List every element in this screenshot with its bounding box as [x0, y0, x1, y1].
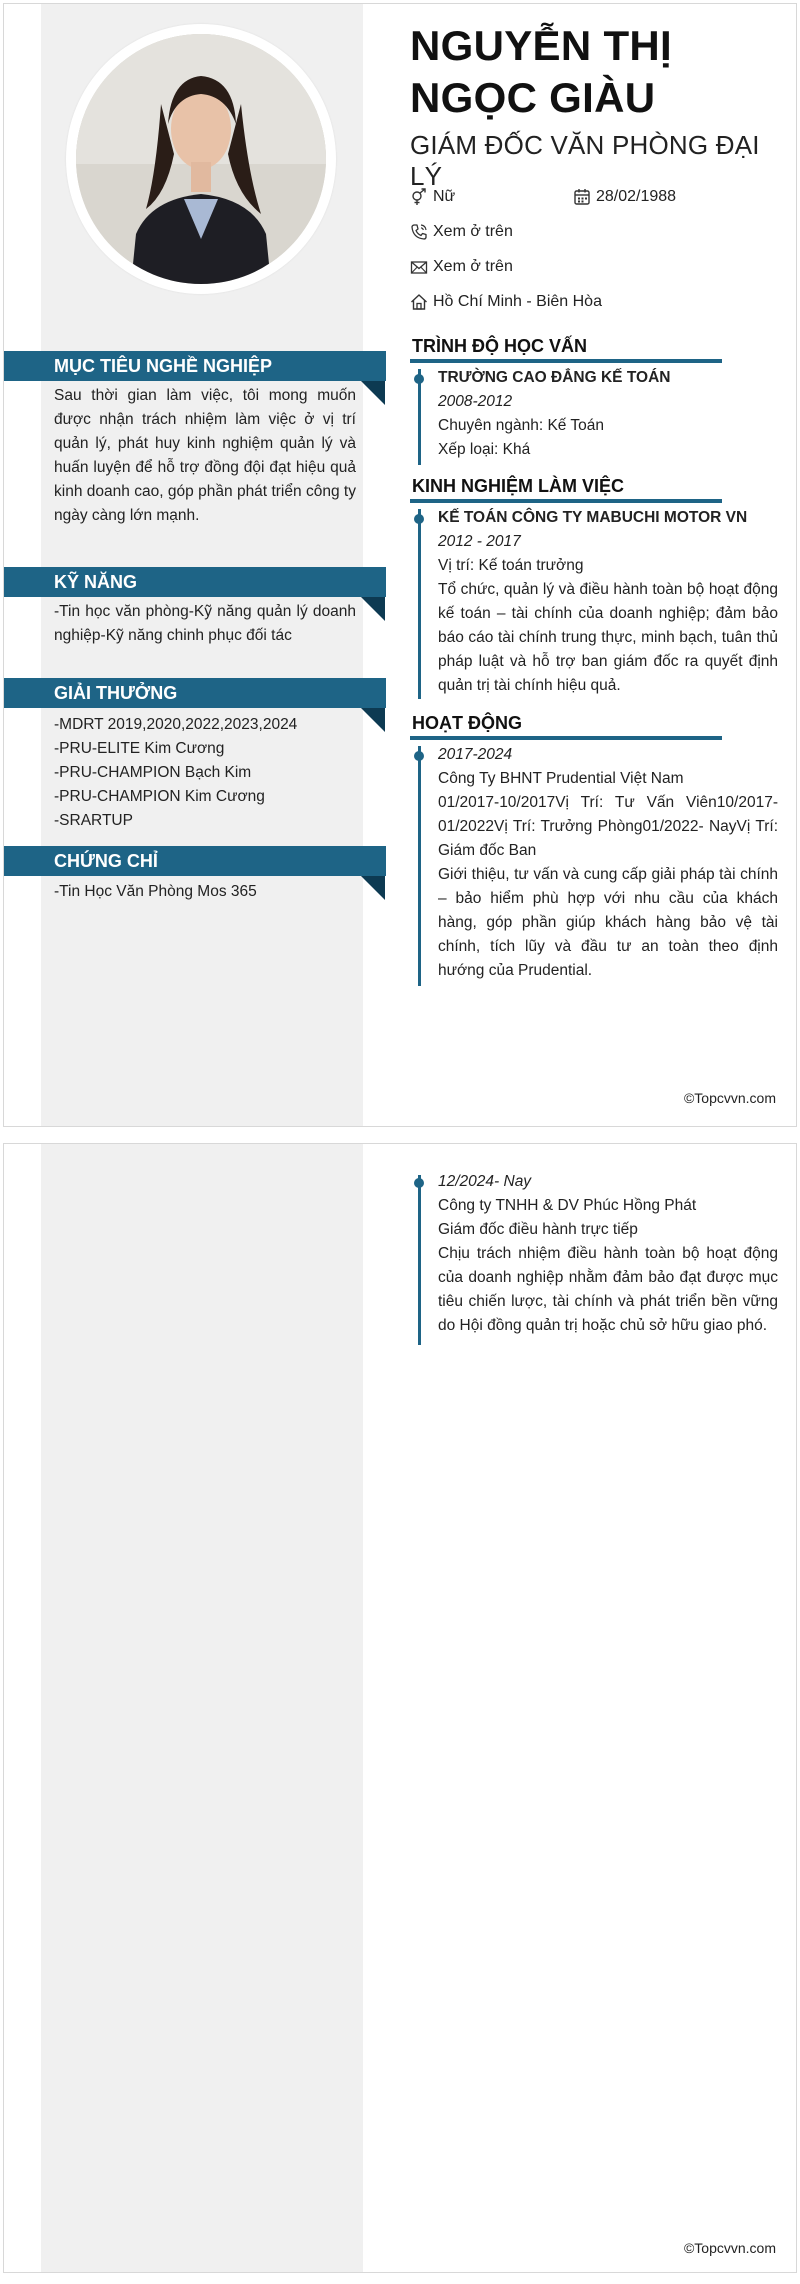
timeline-dot	[414, 374, 424, 384]
experience-bar	[410, 499, 722, 503]
timeline-dot	[414, 751, 424, 761]
activity-description: Chịu trách nhiệm điều hành toàn bộ hoạt động của doanh nghiệp nhằm đảm bảo đạt được mục tiêu chiến lược, tài chính và phát triển bền vững do Hội đồng quản trị hoặc chủ sở hữu giao phó.	[438, 1245, 778, 1334]
gender-info	[410, 188, 455, 206]
activities-timeline	[418, 746, 421, 986]
skills-heading: KỸ NĂNG	[4, 567, 386, 597]
activities-heading: HOẠT ĐỘNG	[412, 713, 522, 733]
gender-value: Nữ	[433, 188, 456, 205]
activity-period: 2017-2024	[438, 746, 513, 763]
certificates-heading: CHỨNG CHỈ	[4, 846, 386, 876]
objective-heading: MỤC TIÊU NGHỀ NGHIỆP	[4, 351, 386, 381]
education-major: Chuyên ngành: Kế Toán	[438, 417, 605, 434]
footer-brand: ©Topcvvn.com	[683, 2240, 776, 2256]
phone-info	[410, 223, 513, 241]
envelope-icon	[410, 258, 428, 276]
birthday-value: 28/02/1988	[596, 188, 677, 205]
avatar-photo	[76, 34, 326, 284]
skills-text: -Tin học văn phòng-Kỹ năng quản lý doanh nghiệp-Kỹ năng chinh phục đối tác	[54, 603, 356, 644]
education-period: 2008-2012	[438, 393, 513, 410]
avatar	[76, 34, 326, 284]
candidate-position: GIÁM ĐỐC VĂN PHÒNG ĐẠI LÝ	[410, 130, 760, 191]
skills-fold	[361, 597, 385, 621]
education-bar	[410, 359, 722, 363]
activity-role: 01/2017-10/2017Vị Trí: Tư Vấn Viên10/2017-01/2022Vị Trí: Trưởng Phòng01/2022- NayVị Trí: Giám đốc Ban	[438, 794, 778, 859]
timeline-dot	[414, 514, 424, 524]
candidate-name: NGUYỄN THỊ NGỌC GIÀU	[410, 22, 673, 121]
left-sidebar	[41, 1144, 363, 2272]
award-item: -PRU-CHAMPION Bạch Kim	[54, 764, 252, 781]
objective-text: Sau thời gian làm việc, tôi mong muốn được nhận trách nhiệm làm việc ở vị trí quản lý, phát huy kinh nghiệm quản lý và huấn luyện để hỗ trợ đồng đội đạt hiệu quả kinh doanh cao, góp phần phát triển công ty ngày càng lớn mạnh.	[54, 387, 356, 524]
phone-value: Xem ở trên	[433, 223, 513, 240]
activity-role: Giám đốc điều hành trực tiếp	[438, 1221, 638, 1238]
awards-heading: GIẢI THƯỞNG	[4, 678, 386, 708]
address-info	[410, 293, 602, 311]
certificates-fold	[361, 876, 385, 900]
activities-timeline	[418, 1175, 421, 1345]
birthday-info	[573, 188, 676, 206]
activity-period: 12/2024- Nay	[438, 1173, 532, 1190]
activity-description: Giới thiệu, tư vấn và cung cấp giải pháp tài chính – bảo hiểm phù hợp với nhu cầu của khách hàng, góp phần giúp khách hàng bảo vệ tài chính, tích lũy và đầu tư an toàn theo định hướng của Prudential.	[438, 866, 778, 979]
objective-fold	[361, 381, 385, 405]
experience-company: KẾ TOÁN CÔNG TY MABUCHI MOTOR VN	[438, 509, 748, 526]
gender-icon	[410, 188, 428, 206]
experience-timeline	[418, 509, 421, 699]
cv-page-2	[3, 1143, 797, 2273]
calendar-icon	[573, 188, 591, 206]
phone-icon	[410, 223, 428, 241]
education-heading: TRÌNH ĐỘ HỌC VẤN	[412, 336, 587, 356]
award-item: -MDRT 2019,2020,2022,2023,2024	[54, 716, 298, 733]
experience-heading: KINH NGHIỆM LÀM VIỆC	[412, 476, 625, 496]
home-icon	[410, 293, 428, 311]
award-item: -PRU-CHAMPION Kim Cương	[54, 788, 265, 805]
award-item: -PRU-ELITE Kim Cương	[54, 740, 225, 757]
activity-organization: Công ty TNHH & DV Phúc Hồng Phát	[438, 1197, 697, 1214]
education-rank: Xếp loại: Khá	[438, 441, 531, 458]
experience-description: Tổ chức, quản lý và điều hành toàn bộ hoạt động kế toán – tài chính của doanh nghiệp; đảm bảo báo cáo tài chính trung thực, minh bạch, tuân thủ pháp luật và hỗ trợ ban giám đốc ra quyết định quản trị tài chính hiệu quả.	[438, 581, 778, 694]
certificate-item: -Tin Học Văn Phòng Mos 365	[54, 883, 257, 900]
award-item: -SRARTUP	[54, 812, 133, 829]
cv-page-1	[3, 3, 797, 1127]
awards-fold	[361, 708, 385, 732]
email-value: Xem ở trên	[433, 258, 513, 275]
education-school: TRƯỜNG CAO ĐẲNG KẾ TOÁN	[438, 369, 671, 386]
experience-period: 2012 - 2017	[438, 533, 521, 550]
address-value: Hồ Chí Minh - Biên Hòa	[433, 293, 602, 310]
email-info	[410, 258, 513, 276]
footer-brand: ©Topcvvn.com	[683, 1090, 776, 1106]
activities-bar	[410, 736, 722, 740]
timeline-dot	[414, 1178, 424, 1188]
activity-organization: Công Ty BHNT Prudential Việt Nam	[438, 770, 684, 787]
experience-role: Vị trí: Kế toán trưởng	[438, 557, 584, 574]
